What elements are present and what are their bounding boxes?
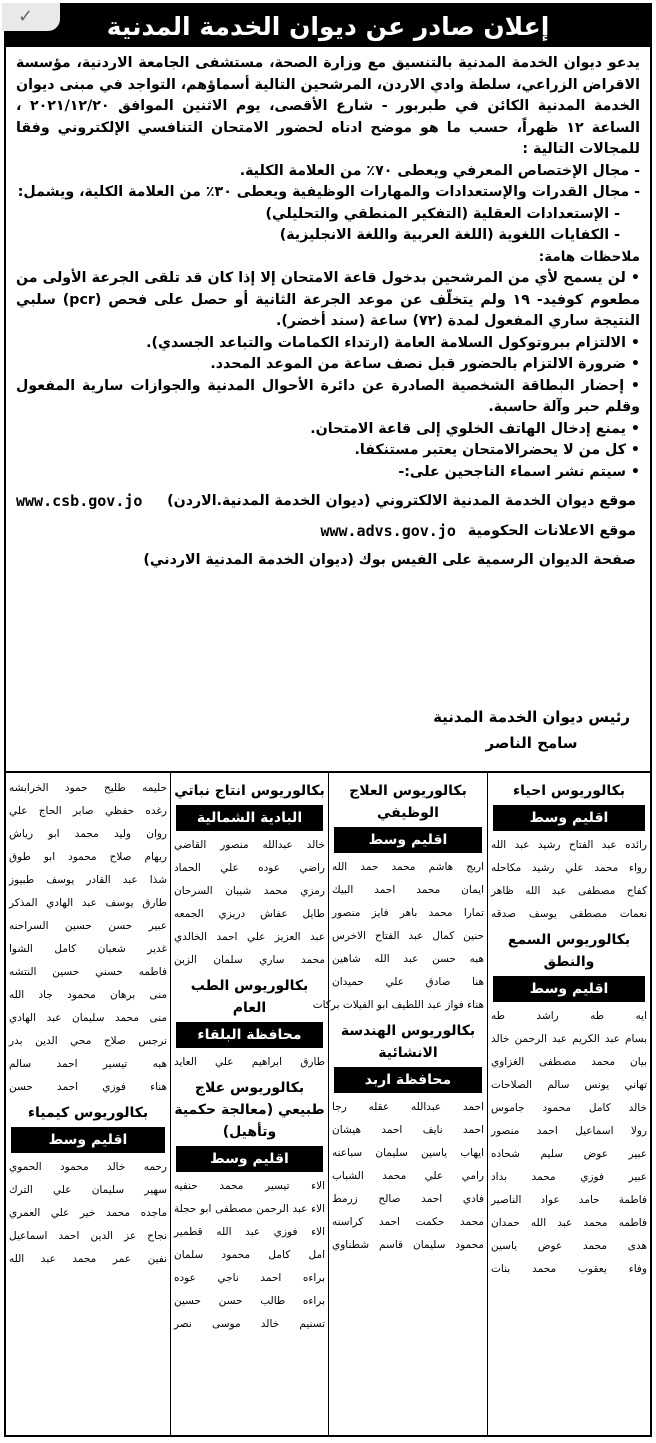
candidate-name: فاطمة حامد عواد الناصير bbox=[491, 1194, 647, 1206]
degree-title: بكالوريوس علاج طبيعي (معالجة حكمية وتأهيل) bbox=[174, 1080, 325, 1140]
degree-title: بكالوريوس الهندسة الانشائية bbox=[340, 1023, 476, 1061]
candidate-name: احمد عبدالله عقله رجا bbox=[332, 1101, 484, 1113]
candidate-name: ايمان محمد احمد البيك bbox=[332, 884, 484, 896]
note-item: • يمنع إدخال الهاتف الخلوي إلى قاعة الامتحان. bbox=[16, 419, 640, 441]
candidate-name: رامي علي محمد الشباب bbox=[332, 1170, 484, 1182]
candidate-name: امل كامل محمود سلمان bbox=[174, 1249, 325, 1261]
announcement-title: إعلان صادر عن ديوان الخدمة المدنية bbox=[6, 5, 650, 47]
candidate-name: هبه تيسير احمد سالم bbox=[9, 1058, 167, 1070]
candidate-name: نعمات مصطفى يوسف صدقه bbox=[491, 908, 647, 920]
candidate-name: خالد عبدالله منصور القاضي bbox=[174, 839, 325, 851]
candidate-name: هنا صادق علي حميدان bbox=[332, 976, 484, 988]
degree-title: بكالوريوس انتاج نباتي bbox=[174, 783, 325, 799]
candidate-name: رغده حفظي صابر الحاج علي bbox=[9, 805, 167, 817]
field-item: - مجال الإختصاص المعرفي ويعطى ٧٠٪ من العلامة الكلية. bbox=[16, 161, 640, 183]
candidate-name: غدير شعبان كامل الشوا bbox=[9, 943, 167, 955]
candidate-name: هناء فواز عبد اللطيف ابو الفيلات بركات bbox=[312, 999, 484, 1011]
candidate-name: طايل عفاش دريزي الجمعه bbox=[174, 908, 325, 920]
region-label: اقليم وسط bbox=[11, 1127, 165, 1153]
candidate-name: منى محمد سليمان عبد الهادي bbox=[9, 1012, 167, 1024]
candidate-name: احمد نايف احمد هيشان bbox=[332, 1124, 484, 1136]
field-item: - مجال القدرات والإستعدادات والمهارات الوظيفية ويعطى ٣٠٪ من العلامة الكلية، ويشمل: bbox=[16, 182, 640, 204]
candidate-name: الاء عبد الرحمن مصطفى ابو حجلة bbox=[174, 1203, 325, 1215]
candidate-name: شذا عبد القادر يوسف طبيوز bbox=[9, 874, 167, 886]
candidate-name: رمزي محمد شيبان السرحان bbox=[174, 885, 325, 897]
signature-name: سامح الناصر bbox=[485, 734, 578, 752]
note-item: • الالتزام ببروتوكول السلامة العامة (ارتداء الكمامات والتباعد الجسدي). bbox=[16, 333, 640, 355]
region-label: اقليم وسط bbox=[493, 976, 645, 1002]
column bbox=[170, 773, 328, 1435]
candidate-name: ايه طه راشد طه bbox=[491, 1010, 647, 1022]
candidate-name: اريج هاشم محمد حمد الله bbox=[332, 861, 484, 873]
candidate-name: رواء محمد علي رشيد مكاحله bbox=[491, 862, 647, 874]
candidate-name: ايهاب ياسين سليمان سباعنه bbox=[332, 1147, 484, 1159]
candidate-name: نفين عمر محمد عبد الله bbox=[9, 1253, 167, 1265]
candidate-name: منى برهان محمود جاد الله bbox=[9, 989, 167, 1001]
note-item: • كل من لا يحضرالامتحان يعتبر مستنكفا. bbox=[16, 440, 640, 462]
candidate-name: رحمه خالد محمود الحموي bbox=[9, 1161, 167, 1173]
region-label: اقليم وسط bbox=[176, 1146, 323, 1172]
candidate-name: سهير سليمان علي الترك bbox=[9, 1184, 167, 1196]
candidate-name: نجاح عز الدين احمد اسماعيل bbox=[9, 1230, 167, 1242]
candidate-name: محمود سليمان قاسم شطناوي bbox=[332, 1239, 484, 1251]
notice-body bbox=[6, 47, 650, 770]
column bbox=[487, 773, 650, 1435]
candidate-name: ماجده محمد خير علي العمري bbox=[9, 1207, 167, 1219]
link-item bbox=[16, 550, 636, 572]
degree-title: بكالوريوس العلاج الوظيفي bbox=[349, 783, 467, 821]
degree-title: بكالوريوس احياء bbox=[513, 783, 625, 799]
degree-title: بكالوريوس كيمياء bbox=[27, 1105, 149, 1121]
candidate-name: وفاء يعقوب محمد بنات bbox=[491, 1263, 647, 1275]
note-item: • لن يسمح لأي من المرشحين بدخول قاعة الامتحان إلا إذا كان قد تلقى الجرعة الأولى من مطعوم كوفيد- ١٩ ولم يتخلّف عن موعد الجرعة الثانية أو حصل على فحص (pcr) سلبي النتيجة ساري المفعول لمدة (٧٢) ساعة (سند أخضر). bbox=[16, 268, 640, 333]
candidate-name: عبير حسن حسين السراحنه bbox=[9, 920, 167, 932]
note-item: • إحضار البطاقة الشخصية الصادرة عن دائرة الأحوال المدنية والجوازات سارية المفعول وقلم حبر وآلة حاسبة. bbox=[16, 376, 640, 419]
link-item bbox=[16, 491, 636, 513]
candidate-name: هدى محمد عوض ياسين bbox=[491, 1240, 647, 1252]
candidate-name: راضي عوده علي الحماد bbox=[174, 862, 325, 874]
candidate-name: رائده عبد الفتاح رشيد عبد الله bbox=[491, 839, 647, 851]
candidate-name: خالد كامل محمود جاموس bbox=[491, 1102, 647, 1114]
degree-title: بكالوريوس السمع والنطق bbox=[507, 932, 631, 970]
candidate-name: طارق ابراهيم علي العايد bbox=[174, 1056, 325, 1068]
region-label: محافظة البلقاء bbox=[176, 1022, 323, 1048]
notes-title: ملاحظات هامة: bbox=[538, 248, 640, 265]
candidate-name: تهاني يونس سالم الصلاحات bbox=[491, 1079, 647, 1091]
field-item: - الإستعدادات العقلية (التفكير المنطقي والتحليلي) bbox=[16, 204, 620, 226]
candidate-name: هناء فوزي احمد حسن bbox=[9, 1081, 167, 1093]
candidate-name: هبه حسن عبد الله شاهين bbox=[332, 953, 484, 965]
candidate-name: فاطمه حسني حسين النتشه bbox=[9, 966, 167, 978]
candidate-name: محمد حكمت احمد كراسنه bbox=[332, 1216, 484, 1228]
notice-intro: يدعو ديوان الخدمة المدنية بالتنسيق مع وزارة الصحة، مستشفى الجامعة الاردنية، مؤسسة الاقراض الزراعي، سلطة وادي الاردن، المرشحين التالية أسماؤهم، التواجد في مبنى ديوان الخدمة المدنية الكائن في طبربور - شارع الأقصى، يوم الاثنين الموافق ٢٠٢١/١٢/٢٠ ، الساعة ١٢ ظهراً، حسب ما هو موضح ادناه لحضور الامتحان التنافسي الإلكتروني وفقا للمجالات التالية : bbox=[16, 55, 640, 157]
link-url[interactable]: www.advs.gov.jo bbox=[320, 521, 456, 540]
candidate-name: حنين كمال عبد الفتاح الاخرس bbox=[332, 930, 484, 942]
column bbox=[312, 773, 487, 1435]
candidate-name: نرجس صلاح محي الدين بدر bbox=[9, 1035, 167, 1047]
signature-title: رئيس ديوان الخدمة المدنية bbox=[433, 708, 630, 726]
candidate-name: ريهام صلاح محمود ابو طوق bbox=[9, 851, 167, 863]
signature-block bbox=[433, 704, 630, 756]
note-item: • سيتم نشر اسماء الناجحين على:- bbox=[16, 462, 640, 484]
candidate-name: براءه احمد ناجي عوده bbox=[174, 1272, 325, 1284]
candidate-name: عبير عوض سليم شحاده bbox=[491, 1148, 647, 1160]
candidate-name: الاء تيسير محمد حنفيه bbox=[174, 1180, 325, 1192]
announcement-page bbox=[4, 3, 652, 1437]
column bbox=[6, 773, 170, 1435]
candidate-name: الاء فوزي عبد الله قطمير bbox=[174, 1226, 325, 1238]
field-item: - الكفايات اللغوية (اللغة العربية واللغة الانجليزية) bbox=[16, 225, 620, 247]
link-text: صفحة الديوان الرسمية على الفيس بوك (ديوان الخدمة المدنية الاردني) bbox=[143, 552, 636, 568]
candidate-name: كفاح مصطفى عبد الله ظاهر bbox=[491, 885, 647, 897]
candidate-name: عبير فوزي محمد بداد bbox=[491, 1171, 647, 1183]
candidate-name: روان وليد محمد ابو رياش bbox=[9, 828, 167, 840]
region-label: اقليم وسط bbox=[493, 805, 645, 831]
candidate-name: تمارا محمد باهر فايز منصور bbox=[332, 907, 484, 919]
candidate-name: رولا اسماعيل احمد منصور bbox=[491, 1125, 647, 1137]
note-item: • ضرورة الالتزام بالحضور قبل نصف ساعة من الموعد المحدد. bbox=[16, 354, 640, 376]
link-item bbox=[16, 521, 636, 543]
candidate-lists bbox=[6, 771, 650, 1435]
candidate-name: طارق يوسف عبد الهادي المذكر bbox=[9, 897, 167, 909]
candidate-name: بسام عبد الكريم عبد الرحمن خالد bbox=[491, 1033, 647, 1045]
link-text: موقع الاعلانات الحكومية bbox=[467, 522, 636, 539]
candidate-name: محمد ساري سلمان الزبن bbox=[174, 954, 325, 966]
region-label: البادية الشمالية bbox=[176, 805, 323, 831]
candidate-name: فادي احمد صالح زرمط bbox=[332, 1193, 484, 1205]
region-label: اقليم وسط bbox=[334, 827, 482, 853]
degree-title: بكالوريوس الطب العام bbox=[190, 978, 309, 1016]
candidate-name: تسنيم خالد موسى نصر bbox=[174, 1318, 325, 1330]
checkmark-icon: ✓ bbox=[2, 3, 60, 31]
candidate-name: براءه طالب حسن حسين bbox=[174, 1295, 325, 1307]
candidate-name: فاطمه محمد عبد الله حمدان bbox=[491, 1217, 647, 1229]
candidate-name: عبد العزيز علي احمد الخالدي bbox=[174, 931, 325, 943]
link-text: موقع ديوان الخدمة المدنية الالكتروني (ديوان الخدمة المدنية.الاردن) bbox=[167, 493, 636, 509]
candidate-name: بيان محمد مصطفى الغزاوي bbox=[491, 1056, 647, 1068]
link-url[interactable]: www.csb.gov.jo bbox=[16, 492, 143, 510]
candidate-name: حليمه طليح حمود الخرابشه bbox=[9, 782, 167, 794]
region-label: محافظة اربد bbox=[334, 1067, 482, 1093]
